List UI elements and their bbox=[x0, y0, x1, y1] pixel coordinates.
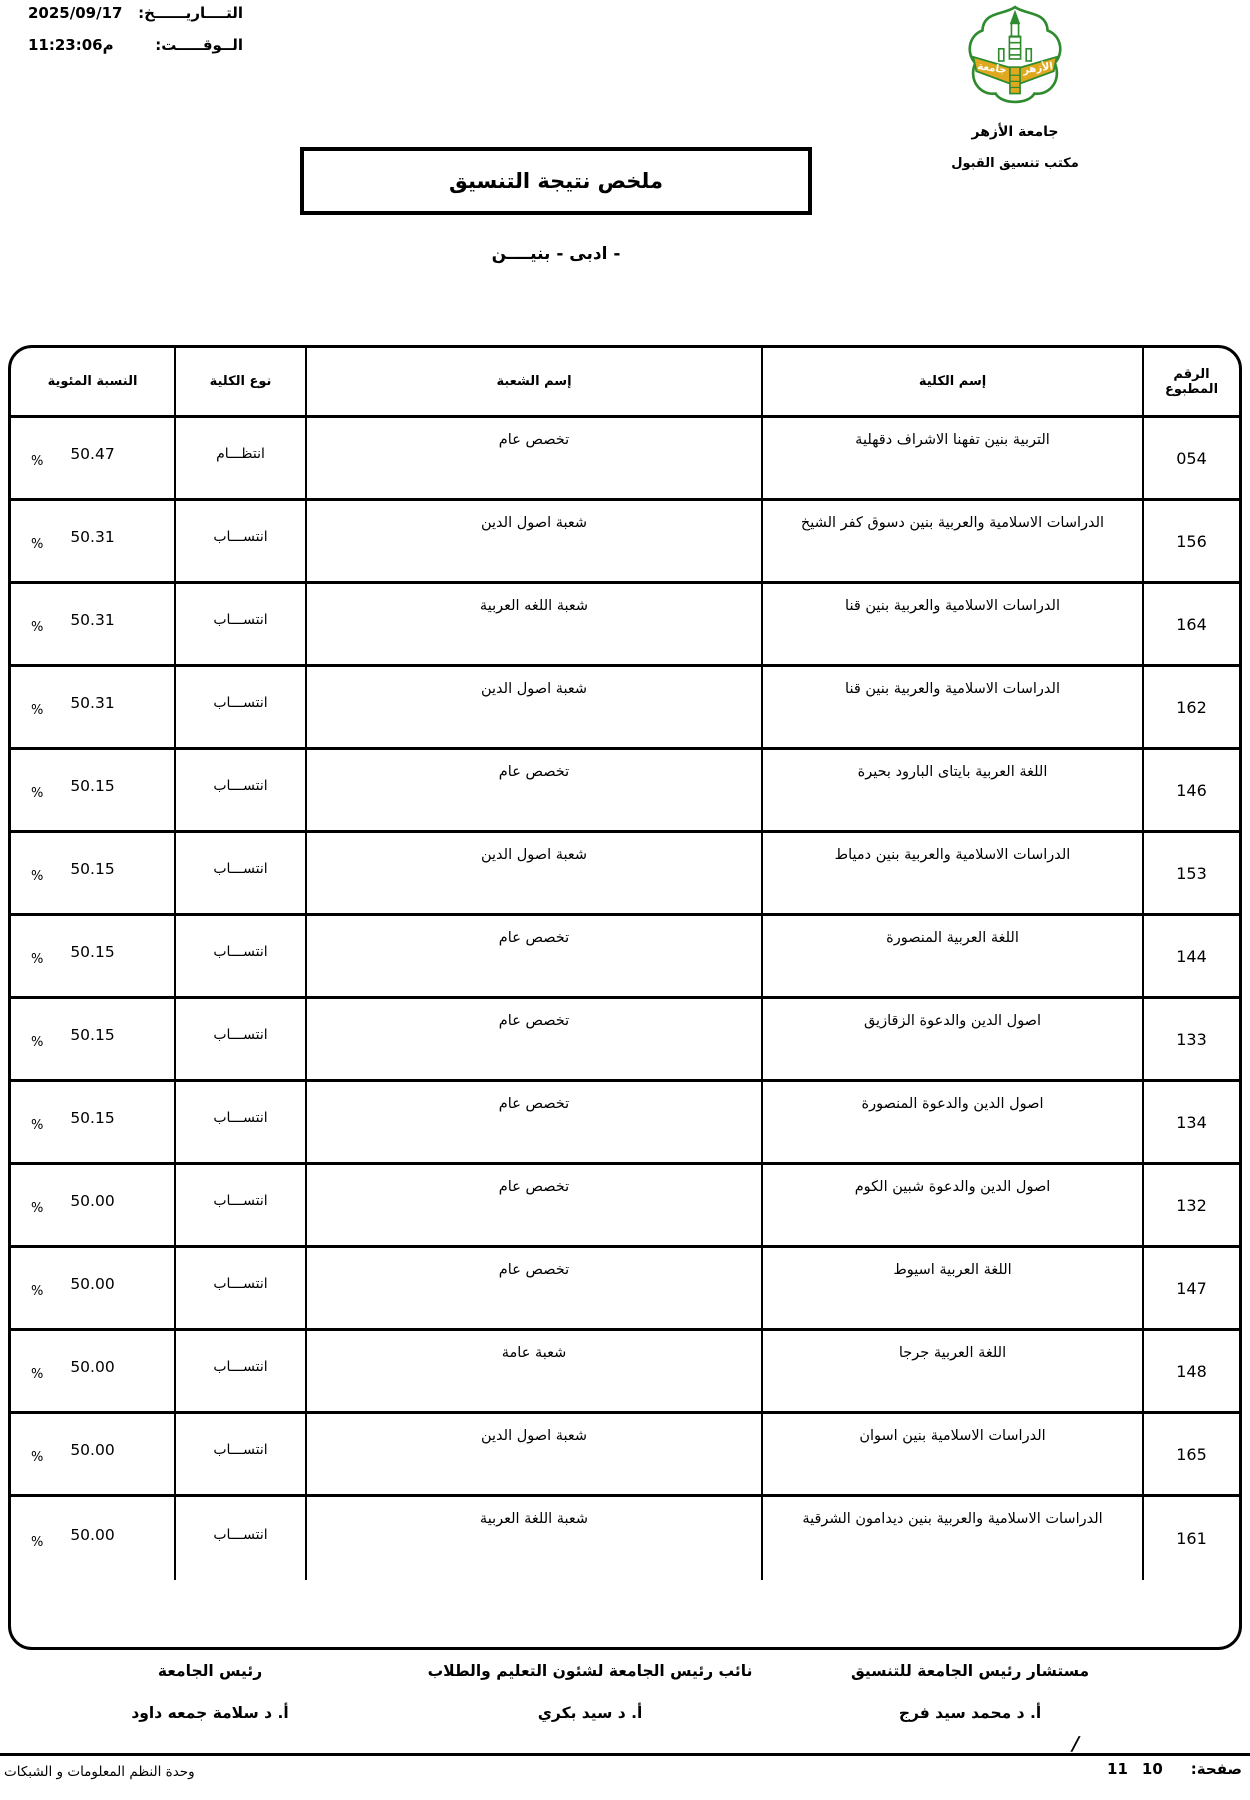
cell-percentage bbox=[11, 501, 174, 581]
cell-branch-name: تخصص عام bbox=[305, 999, 761, 1079]
cell-college-name: اصول الدين والدعوة شبين الكوم bbox=[761, 1165, 1142, 1245]
col-header-printed-number: الرقم المطبوع bbox=[1142, 348, 1239, 415]
cell-branch-name: تخصص عام bbox=[305, 1248, 761, 1328]
cell-percentage bbox=[11, 584, 174, 664]
cell-college-name: التربية بنين تفهنا الاشراف دقهلية bbox=[761, 418, 1142, 498]
cell-percentage bbox=[11, 1248, 174, 1328]
cell-printed-number: 148 bbox=[1142, 1331, 1239, 1411]
date-label: التــــاريــــــخ: bbox=[138, 4, 243, 22]
signature-university-president bbox=[55, 1662, 365, 1722]
cell-percentage bbox=[11, 418, 174, 498]
cell-percentage bbox=[11, 833, 174, 913]
cell-college-type: انتســـاب bbox=[174, 1082, 305, 1162]
table-row bbox=[11, 501, 1239, 584]
cell-college-type: انتســـاب bbox=[174, 1165, 305, 1245]
cell-printed-number: 164 bbox=[1142, 584, 1239, 664]
percentage-value: 50.15 bbox=[70, 860, 115, 878]
table-bottom-filler bbox=[11, 1580, 1239, 1647]
signature-name: أ. د سيد بكري bbox=[537, 1704, 643, 1722]
table-row bbox=[11, 1165, 1239, 1248]
bottom-divider bbox=[0, 1753, 1250, 1756]
page-title: ملخص نتيجة التنسيق bbox=[449, 169, 663, 193]
page-current: 10 bbox=[1141, 1760, 1163, 1778]
cell-printed-number: 153 bbox=[1142, 833, 1239, 913]
cell-college-name: اصول الدين والدعوة المنصورة bbox=[761, 1082, 1142, 1162]
cell-branch-name: شعبة اصول الدين bbox=[305, 501, 761, 581]
cell-college-name: اللغة العربية المنصورة bbox=[761, 916, 1142, 996]
col-header-percentage: النسبة المئوية bbox=[47, 374, 138, 389]
percent-sign: % bbox=[31, 1201, 44, 1217]
cell-college-type: انتظـــام bbox=[174, 418, 305, 498]
date-value: 2025/09/17 bbox=[28, 4, 123, 22]
cell-college-type: انتســـاب bbox=[174, 1248, 305, 1328]
percent-sign: % bbox=[31, 1367, 44, 1383]
cell-printed-number: 146 bbox=[1142, 750, 1239, 830]
cell-branch-name: شعبة اللغه العربية bbox=[305, 584, 761, 664]
cell-branch-name: شعبة اللغة العربية bbox=[305, 1497, 761, 1580]
table-row bbox=[11, 1497, 1239, 1580]
cell-branch-name: شعبة اصول الدين bbox=[305, 667, 761, 747]
signature-title: رئيس الجامعة bbox=[157, 1662, 263, 1680]
time-label: الــوقـــــت: bbox=[155, 36, 243, 54]
cell-percentage bbox=[11, 1414, 174, 1494]
results-table bbox=[8, 345, 1242, 1650]
percentage-value: 50.15 bbox=[70, 1109, 115, 1127]
cell-percentage bbox=[11, 750, 174, 830]
percentage-value: 50.31 bbox=[70, 528, 115, 546]
percentage-value: 50.31 bbox=[70, 694, 115, 712]
percent-sign: % bbox=[31, 1118, 44, 1134]
cell-percentage bbox=[11, 1082, 174, 1162]
cell-printed-number: 133 bbox=[1142, 999, 1239, 1079]
table-row bbox=[11, 1331, 1239, 1414]
col-header-college-type: نوع الكلية bbox=[174, 348, 305, 415]
table-row bbox=[11, 750, 1239, 833]
cell-branch-name: تخصص عام bbox=[305, 1082, 761, 1162]
percentage-value: 50.15 bbox=[70, 943, 115, 961]
signature-title: مستشار رئيس الجامعة للتنسيق bbox=[850, 1662, 1090, 1680]
percentage-value: 50.47 bbox=[70, 445, 115, 463]
cell-college-name: الدراسات الاسلامية والعربية بنين قنا bbox=[761, 667, 1142, 747]
cell-percentage bbox=[11, 667, 174, 747]
signature-vice-president bbox=[420, 1662, 760, 1722]
cell-printed-number: 165 bbox=[1142, 1414, 1239, 1494]
logo-book-right-text: جامعة bbox=[976, 61, 1008, 77]
percentage-value: 50.00 bbox=[70, 1525, 115, 1544]
percent-sign: % bbox=[31, 786, 44, 802]
table-row bbox=[11, 1248, 1239, 1331]
cell-percentage bbox=[11, 999, 174, 1079]
percent-sign: % bbox=[31, 1450, 44, 1466]
cell-branch-name: تخصص عام bbox=[305, 418, 761, 498]
page-footer bbox=[1093, 1760, 1242, 1778]
col-header-college-name: إسم الكلية bbox=[761, 348, 1142, 415]
cell-branch-name: تخصص عام bbox=[305, 1165, 761, 1245]
cell-printed-number: 134 bbox=[1142, 1082, 1239, 1162]
cell-college-type: انتســـاب bbox=[174, 1414, 305, 1494]
cell-college-name: الدراسات الاسلامية والعربية بنين ديدامون الشرقية bbox=[761, 1497, 1142, 1580]
time-line bbox=[28, 36, 243, 54]
unit-name: وحدة النظم المعلومات و الشبكات bbox=[4, 1764, 195, 1780]
table-row bbox=[11, 999, 1239, 1082]
cell-branch-name: شعبة اصول الدين bbox=[305, 1414, 761, 1494]
cell-printed-number: 162 bbox=[1142, 667, 1239, 747]
signature-title: نائب رئيس الجامعة لشئون التعليم والطلاب bbox=[427, 1662, 753, 1680]
percentage-value: 50.15 bbox=[70, 1026, 115, 1044]
signature-name: أ. د سلامة جمعه داود bbox=[131, 1704, 289, 1722]
table-row bbox=[11, 667, 1239, 750]
cell-college-name: اصول الدين والدعوة الزقازيق bbox=[761, 999, 1142, 1079]
datetime-block bbox=[28, 4, 243, 68]
cell-college-type: انتســـاب bbox=[174, 1497, 305, 1580]
cell-college-type: انتســـاب bbox=[174, 999, 305, 1079]
percent-sign: % bbox=[31, 454, 44, 470]
percent-sign: % bbox=[31, 1284, 44, 1300]
percentage-value: 50.31 bbox=[70, 611, 115, 629]
table-row bbox=[11, 418, 1239, 501]
cell-branch-name: شعبة عامة bbox=[305, 1331, 761, 1411]
slash-mark: / bbox=[1069, 1733, 1082, 1755]
percentage-value: 50.00 bbox=[70, 1192, 115, 1210]
table-row bbox=[11, 1414, 1239, 1497]
cell-college-name: الدراسات الاسلامية والعربية بنين قنا bbox=[761, 584, 1142, 664]
table-row bbox=[11, 1082, 1239, 1165]
page-total: 11 bbox=[1107, 1760, 1128, 1778]
page-label: صفحة: bbox=[1190, 1760, 1242, 1778]
cell-college-name: اللغة العربية اسيوط bbox=[761, 1248, 1142, 1328]
table-row bbox=[11, 916, 1239, 999]
percentage-value: 50.00 bbox=[70, 1275, 115, 1293]
percentage-value: 50.15 bbox=[70, 777, 115, 795]
cell-college-type: انتســـاب bbox=[174, 916, 305, 996]
title-box bbox=[300, 147, 812, 215]
cell-college-type: انتســـاب bbox=[174, 667, 305, 747]
percent-sign: % bbox=[31, 537, 44, 553]
cell-college-type: انتســـاب bbox=[174, 501, 305, 581]
signatures-section bbox=[0, 1662, 1250, 1752]
percent-sign: % bbox=[31, 703, 44, 719]
cell-college-name: الدراسات الاسلامية والعربية بنين دمياط bbox=[761, 833, 1142, 913]
percent-sign: % bbox=[31, 869, 44, 885]
time-value: م11:23:06 bbox=[28, 36, 114, 54]
university-name: جامعة الأزهر bbox=[971, 124, 1059, 140]
cell-percentage bbox=[11, 1331, 174, 1411]
page-subtitle: - ادبى - بنيــــن bbox=[491, 244, 621, 264]
cell-printed-number: 156 bbox=[1142, 501, 1239, 581]
cell-college-type: انتســـاب bbox=[174, 1331, 305, 1411]
cell-printed-number: 144 bbox=[1142, 916, 1239, 996]
cell-branch-name: تخصص عام bbox=[305, 750, 761, 830]
signature-coordination-advisor bbox=[760, 1662, 1180, 1722]
date-line bbox=[28, 4, 243, 22]
cell-branch-name: شعبة اصول الدين bbox=[305, 833, 761, 913]
cell-percentage bbox=[11, 916, 174, 996]
cell-percentage bbox=[11, 1497, 174, 1580]
al-azhar-university-logo-icon bbox=[959, 4, 1071, 118]
logo-block bbox=[950, 4, 1080, 171]
col-header-branch-name: إسم الشعبة bbox=[305, 348, 761, 415]
table-row bbox=[11, 833, 1239, 916]
office-name: مكتب تنسيق القبول bbox=[951, 156, 1079, 171]
cell-college-name: اللغة العربية جرجا bbox=[761, 1331, 1142, 1411]
table-row bbox=[11, 584, 1239, 667]
cell-college-name: اللغة العربية بايتاى البارود بحيرة bbox=[761, 750, 1142, 830]
logo-book-left-text: الأزهر bbox=[1022, 61, 1054, 77]
cell-printed-number: 161 bbox=[1142, 1497, 1239, 1580]
cell-college-name: الدراسات الاسلامية بنين اسوان bbox=[761, 1414, 1142, 1494]
cell-printed-number: 132 bbox=[1142, 1165, 1239, 1245]
cell-college-type: انتســـاب bbox=[174, 750, 305, 830]
table-header-row bbox=[11, 348, 1239, 418]
cell-printed-number: 054 bbox=[1142, 418, 1239, 498]
percentage-value: 50.00 bbox=[70, 1441, 115, 1459]
percent-sign: % bbox=[31, 952, 44, 968]
cell-percentage bbox=[11, 1165, 174, 1245]
cell-college-type: انتســـاب bbox=[174, 833, 305, 913]
cell-branch-name: تخصص عام bbox=[305, 916, 761, 996]
percentage-value: 50.00 bbox=[70, 1358, 115, 1376]
cell-printed-number: 147 bbox=[1142, 1248, 1239, 1328]
percent-sign: % bbox=[31, 1534, 44, 1550]
cell-college-type: انتســـاب bbox=[174, 584, 305, 664]
cell-college-name: الدراسات الاسلامية والعربية بنين دسوق كفر الشيخ bbox=[761, 501, 1142, 581]
percent-sign: % bbox=[31, 1035, 44, 1051]
signature-name: أ. د محمد سيد فرج bbox=[898, 1704, 1042, 1722]
percent-sign: % bbox=[31, 620, 44, 636]
